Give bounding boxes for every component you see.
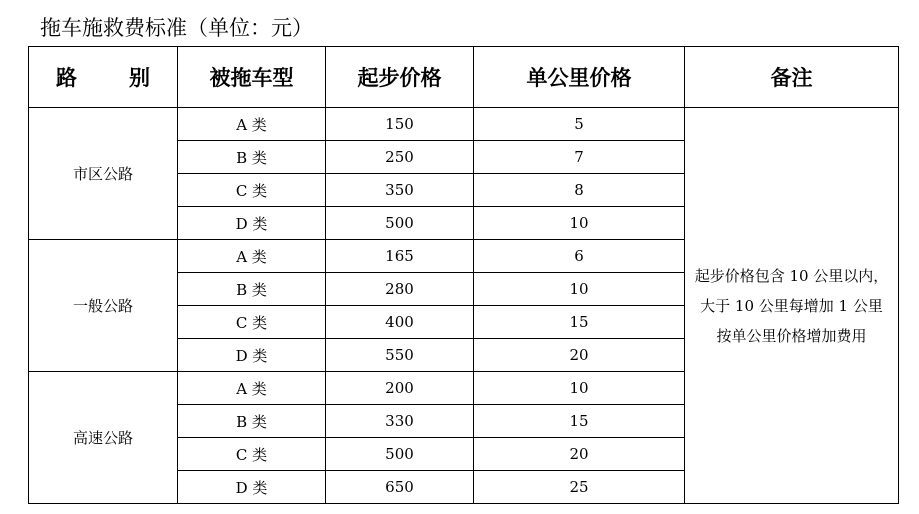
per-km-price-cell: 20 xyxy=(474,438,685,471)
start-price-cell: 330 xyxy=(326,405,474,438)
note-cell: 起步价格包含 10 公里以内，大于 10 公里每增加 1 公里按单公里价格增加费用 xyxy=(685,108,899,504)
per-km-price-cell: 8 xyxy=(474,174,685,207)
road-type-cell: 高速公路 xyxy=(29,372,178,504)
start-price-cell: 150 xyxy=(326,108,474,141)
start-price-cell: 650 xyxy=(326,471,474,504)
start-price-cell: 280 xyxy=(326,273,474,306)
vehicle-type-cell: A 类 xyxy=(178,372,326,405)
per-km-price-cell: 10 xyxy=(474,372,685,405)
vehicle-type-cell: B 类 xyxy=(178,273,326,306)
start-price-cell: 350 xyxy=(326,174,474,207)
towing-fee-table xyxy=(28,46,899,504)
vehicle-type-cell: D 类 xyxy=(178,339,326,372)
start-price-cell: 500 xyxy=(326,207,474,240)
per-km-price-cell: 25 xyxy=(474,471,685,504)
start-price-cell: 250 xyxy=(326,141,474,174)
road-type-cell: 一般公路 xyxy=(29,240,178,372)
per-km-price-cell: 10 xyxy=(474,207,685,240)
per-km-price-cell: 15 xyxy=(474,405,685,438)
header-per-km-price: 单公里价格 xyxy=(474,47,685,108)
vehicle-type-cell: A 类 xyxy=(178,108,326,141)
per-km-price-cell: 15 xyxy=(474,306,685,339)
start-price-cell: 550 xyxy=(326,339,474,372)
vehicle-type-cell: B 类 xyxy=(178,141,326,174)
header-row xyxy=(29,47,899,108)
per-km-price-cell: 20 xyxy=(474,339,685,372)
vehicle-type-cell: A 类 xyxy=(178,240,326,273)
table-row xyxy=(29,108,899,141)
vehicle-type-cell: B 类 xyxy=(178,405,326,438)
vehicle-type-cell: C 类 xyxy=(178,306,326,339)
start-price-cell: 400 xyxy=(326,306,474,339)
header-vehicle-type: 被拖车型 xyxy=(178,47,326,108)
vehicle-type-cell: D 类 xyxy=(178,471,326,504)
header-start-price: 起步价格 xyxy=(326,47,474,108)
per-km-price-cell: 7 xyxy=(474,141,685,174)
road-type-cell: 市区公路 xyxy=(29,108,178,240)
per-km-price-cell: 6 xyxy=(474,240,685,273)
vehicle-type-cell: C 类 xyxy=(178,438,326,471)
start-price-cell: 500 xyxy=(326,438,474,471)
per-km-price-cell: 10 xyxy=(474,273,685,306)
page-title: 拖车施救费标准（单位：元） xyxy=(40,16,313,40)
header-note: 备注 xyxy=(685,47,899,108)
header-road: 路 别 xyxy=(29,47,178,108)
vehicle-type-cell: D 类 xyxy=(178,207,326,240)
per-km-price-cell: 5 xyxy=(474,108,685,141)
start-price-cell: 200 xyxy=(326,372,474,405)
start-price-cell: 165 xyxy=(326,240,474,273)
vehicle-type-cell: C 类 xyxy=(178,174,326,207)
